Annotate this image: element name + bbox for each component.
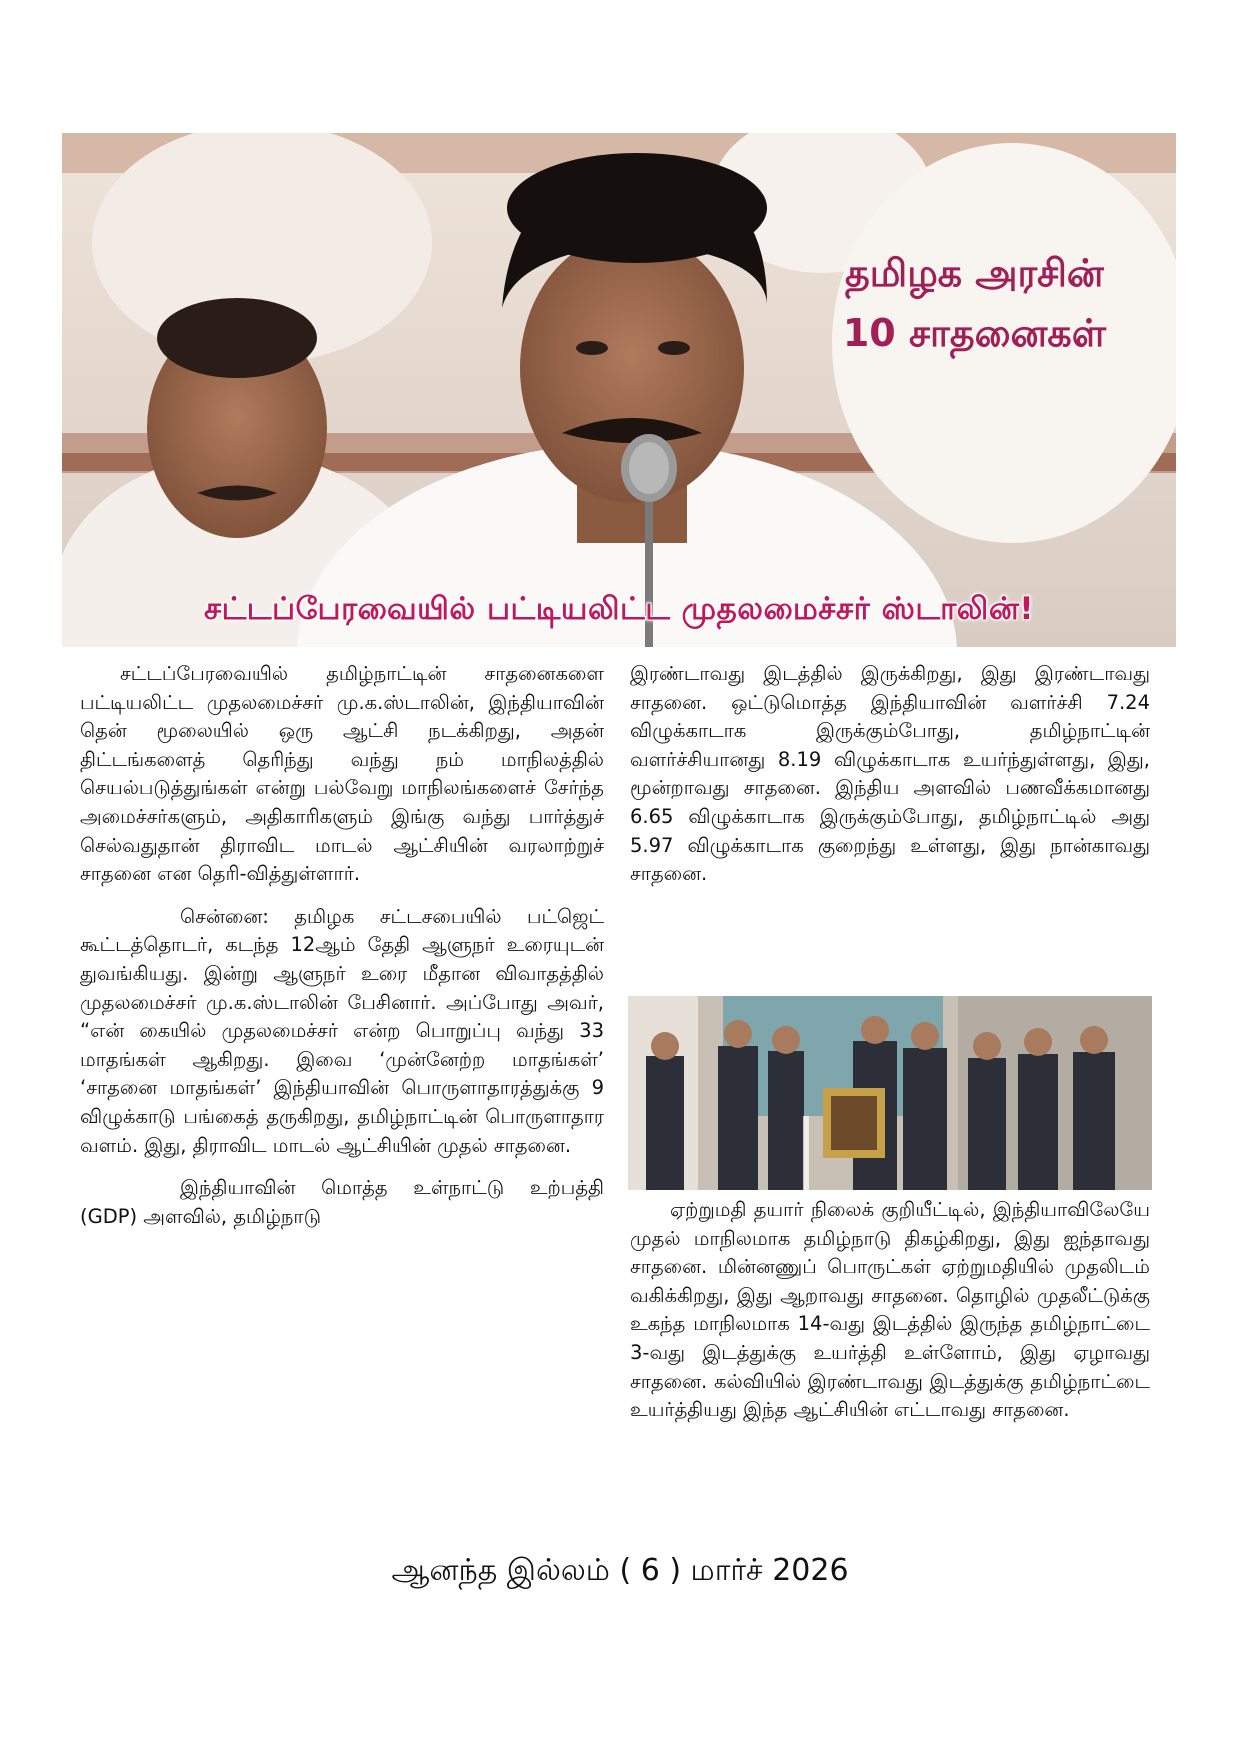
hero-photo-illustration — [62, 133, 1176, 647]
article-left-column — [80, 660, 604, 1231]
article-right-column-bottom — [630, 1196, 1150, 1425]
event-photo-illustration — [628, 996, 1152, 1190]
article-paragraph-2: சென்னை: தமிழக சட்டசபையில் பட்ஜெட் கூட்டத்தொடர், கடந்த 12ஆம் தேதி ஆளுநர் உரையுடன் துவங்கியது. இன்று ஆளுநர் உரை மீதான விவாதத்தில் முதலமைச்சர் மு.க.ஸ்டாலின் பேசினார். அப்போது அவர், “என் கையில் முதலமைச்சர் என்ற பொறுப்பு வந்து 33 மாதங்கள் ஆகிறது. இவை ‘முன்னேற்ற மாதங்கள்’ ‘சாதனை மாதங்கள்’ இந்தியாவின் பொருளாதாரத்துக்கு 9 விழுக்காடு பங்கைத் தருகிறது, தமிழ்நாட்டின் பொருளாதார வளம். இது, திராவிட மாடல் ஆட்சியின் முதல் சாதனை. — [80, 904, 604, 1157]
hero-overlay-title — [843, 243, 1106, 363]
hero-title-line-2: 10 சாதனைகள் — [842, 311, 1106, 355]
article-paragraph-1: சட்டப்பேரவையில் தமிழ்நாட்டின் சாதனைகளை பட்டியலிட்ட முதலமைச்சர் மு.க.ஸ்டாலின், இந்தியாவின் தென் மூலையில் ஒரு ஆட்சி நடக்கிறது, அதன் திட்டங்களைத் தெரிந்து வந்து நம் மாநிலத்தில் செயல்படுத்துங்கள் என்று பல்வேறு மாநிலங்களைச் சேர்ந்த அமைச்சர்களும், அதிகாரிகளும் இங்கு வந்து பார்த்துச் செல்வதுதான் திராவிட மாடல் ஆட்சியின் வரலாற்றுச் சாதனை என தெரி-வித்துள்ளார். — [80, 662, 604, 886]
article-paragraph-3: இந்தியாவின் மொத்த உள்நாட்டு உற்பத்தி (GDP) அளவில், தமிழ்நாடு — [80, 1176, 604, 1228]
article-paragraph-4: இரண்டாவது இடத்தில் இருக்கிறது, இது இரண்டாவது சாதனை. ஒட்டுமொத்த இந்தியாவின் வளர்ச்சி 7.24 விழுக்காடாக இருக்கும்போது, தமிழ்நாட்டின் வளர்ச்சியானது 8.19 விழுக்காடாக உயர்ந்துள்ளது, இது, மூன்றாவது சாதனை. இந்திய அளவில் பணவீக்கமானது 6.65 விழுக்காடாக இருக்கும்போது, தமிழ்நாட்டில் அது 5.97 விழுக்காடாக குறைந்து உள்ளது, இது நான்காவது சாதனை. — [630, 662, 1150, 886]
article-right-column-top — [630, 660, 1150, 889]
hero-photo-banner — [62, 133, 1176, 647]
article-paragraph-5: ஏற்றுமதி தயார் நிலைக் குறியீட்டில், இந்தியாவிலேயே முதல் மாநிலமாக தமிழ்நாடு திகழ்கிறது, இது ஐந்தாவது சாதனை. மின்னணுப் பொருட்கள் ஏற்றுமதியில் முதலிடம் வகிக்கிறது, இது ஆறாவது சாதனை. தொழில் முதலீட்டுக்கு உகந்த மாநிலமாக 14-வது இடத்தில் இருந்த தமிழ்நாட்டை 3-வது இடத்துக்கு உயர்த்தி உள்ளோம், இது ஏழாவது சாதனை. கல்வியில் இரண்டாவது இடத்துக்கு தமிழ்நாட்டை உயர்த்தியது இந்த ஆட்சியின் எட்டாவது சாதனை. — [630, 1198, 1150, 1422]
hero-title-line-1: தமிழக அரசின் — [845, 251, 1104, 295]
hero-caption: சட்டப்பேரவையில் பட்டியலிட்ட முதலமைச்சர் ஸ்டாலின்! — [203, 591, 1035, 627]
event-photo — [628, 996, 1152, 1190]
page-footer: ஆனந்த இல்லம் ( 6 ) மார்ச் 2026 — [391, 1553, 849, 1588]
